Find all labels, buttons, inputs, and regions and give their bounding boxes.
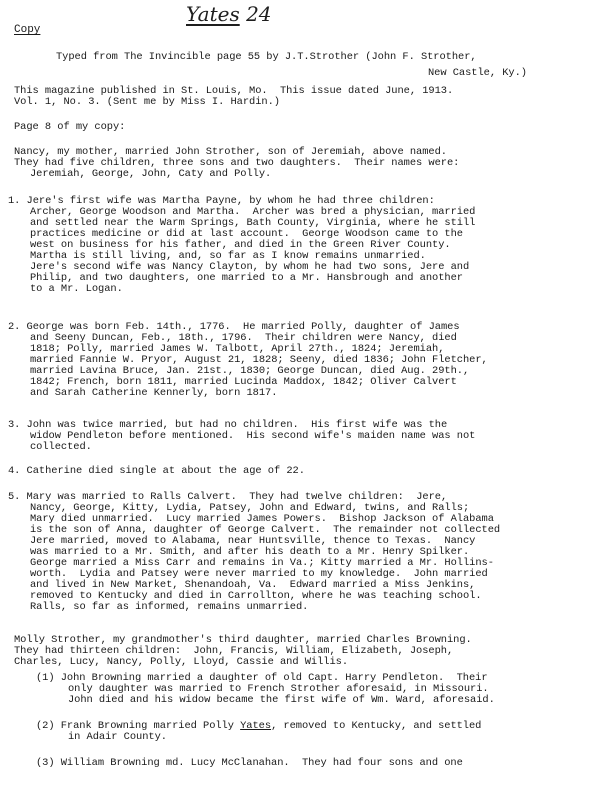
text-line-content: John died and his widow became the first wife of Wm. Ward, aforesaid. (68, 694, 495, 706)
text-line-content: Nancy, my mother, married John Strother, son of Jeremiah, above named. (14, 146, 447, 158)
text-line-content: Martha is still living, and, so far as I know remains unmarried. (30, 250, 426, 262)
text-line (14, 657, 348, 668)
text-line-content: 5. Mary was married to Ralls Calvert. They had twelve children: Jere, (8, 491, 448, 503)
text-line-rest: , removed to Kentucky, and settled (271, 720, 482, 732)
text-line-content: removed to Kentucky and died in Carrollton, where he was teaching school. (30, 590, 482, 602)
text-line (36, 758, 463, 769)
text-line-content: 1818; Polly, married James W. Talbott, April 27th., 1824; Jeremiah, (30, 343, 445, 355)
text-line-content: collected. (30, 441, 92, 453)
text-line-content: 1842; French, born 1811, married Lucinda Maddox, 1842; Oliver Calvert (30, 376, 457, 388)
text-line (68, 695, 495, 706)
text-line (428, 68, 527, 79)
text-line (30, 431, 475, 442)
text-line-content: Page 8 of my copy: (14, 121, 126, 133)
text-line-content: (1) John Browning married a daughter of old Capt. Harry Pendleton. Their (36, 672, 488, 684)
text-line-content: to a Mr. Logan. (30, 283, 123, 295)
text-line-content: This magazine published in St. Louis, Mo. This issue dated June, 1913. (14, 85, 454, 97)
text-line-content: Jere married, moved to Alabama, near Huntsville, thence to Texas. Nancy (30, 535, 476, 547)
text-line (68, 732, 167, 743)
text-line-content: Typed from The Invincible page 55 by J.T.Strother (John F. Strother, (56, 51, 477, 63)
handwritten-annotation (186, 2, 272, 26)
text-line (8, 466, 305, 477)
text-line (30, 284, 123, 295)
text-line-content: Mary died unmarried. Lucy married James Powers. Bishop Jackson of Alabama (30, 513, 494, 525)
text-line-content: Philip, and two daughters, one married to a Mr. Hansbrough and another (30, 272, 463, 284)
text-line-content: New Castle, Ky.) (428, 67, 527, 79)
text-line-content: Molly Strother, my grandmother's third daughter, married Charles Browning. (14, 634, 472, 646)
text-line-content: worth. Lydia and Patsey were never married to my knowledge. John married (30, 568, 488, 580)
text-line (14, 97, 280, 108)
text-line-content: is the son of Anna, daughter of George Calvert. The remainder not collected (30, 524, 501, 536)
text-line (30, 442, 92, 453)
text-line-content: Jeremiah, George, John, Caty and Polly. (30, 168, 272, 180)
text-line-content: only daughter was married to French Strother aforesaid, in Missouri. (68, 683, 489, 695)
handwritten-surname: Yates (186, 2, 240, 26)
text-line-content: 2. George was born Feb. 14th., 1776. He married Polly, daughter of James (8, 321, 460, 333)
text-line-content: and Sarah Catherine Kennerly, born 1817. (30, 387, 278, 399)
text-line-content: Jere's second wife was Nancy Clayton, by whom he had two sons, Jere and (30, 261, 470, 273)
text-line (30, 388, 277, 399)
text-line-content: They had five children, three sons and two daughters. Their names were: (14, 157, 460, 169)
text-line-content: They had thirteen children: John, Francis, William, Elizabeth, Joseph, (14, 645, 454, 657)
text-line-content: married Lavina Bruce, Jan. 21st., 1830; George Duncan, died Aug. 29th., (30, 365, 470, 377)
text-line-content: George married a Miss Carr and remains in Va.; Kitty married a Mr. Hollins- (30, 557, 494, 569)
handwritten-number: 24 (246, 2, 272, 26)
text-line-content: 3. John was twice married, but had no children. His first wife was the (8, 419, 448, 431)
text-line-content: and lived in New Market, Shenandoah, Va. Edward married a Miss Jenkins, (30, 579, 476, 591)
text-line-content: practices medicine or did at last account. George Woodson came to the (30, 228, 463, 240)
text-line-content: west on business for his father, and died in the Green River County. (30, 239, 451, 251)
text-line-content: was married to a Mr. Smith, and after his death to a Mr. Henry Spilker. (30, 546, 470, 558)
text-line (14, 122, 125, 133)
text-line-content: (3) William Browning md. Lucy McClanahan. They had four sons and one (36, 757, 463, 769)
underlined-surname: Yates (240, 720, 272, 732)
text-line-content: (2) Frank Browning married Polly (36, 720, 241, 732)
text-line-content: widow Pendleton before mentioned. His second wife's maiden name was not (30, 430, 476, 442)
text-line-content: and Seeny Duncan, Feb., 18th., 1796. Their children were Nancy, died (30, 332, 457, 344)
text-line-content: Vol. 1, No. 3. (Sent me by Miss I. Hardin.) (14, 96, 280, 108)
text-line-content: 4. Catherine died single at about the age of 22. (8, 465, 305, 477)
text-line-content: Nancy, George, Kitty, Lydia, Patsey, John and Edward, twins, and Ralls; (30, 502, 470, 514)
copy-label: Copy (14, 24, 41, 36)
text-line-content: and settled near the Warm Springs, Bath County, Virginia, where he still (30, 217, 476, 229)
text-line (30, 602, 308, 613)
text-line (30, 169, 271, 180)
text-line-content: Archer, George Woodson and Martha. Archer was bred a physician, married (30, 206, 476, 218)
text-line-content: Ralls, so far as informed, remains unmarried. (30, 601, 309, 613)
text-line-content: 1. Jere's first wife was Martha Payne, by whom he had three children: (8, 195, 435, 207)
text-line-content: in Adair County. (68, 731, 167, 743)
text-line-content: married Fannie W. Pryor, August 21, 1828; Seeny, died 1836; John Fletcher, (30, 354, 488, 366)
text-line (56, 52, 477, 63)
text-line-content: Charles, Lucy, Nancy, Polly, Lloyd, Cassie and Willis. (14, 656, 349, 668)
